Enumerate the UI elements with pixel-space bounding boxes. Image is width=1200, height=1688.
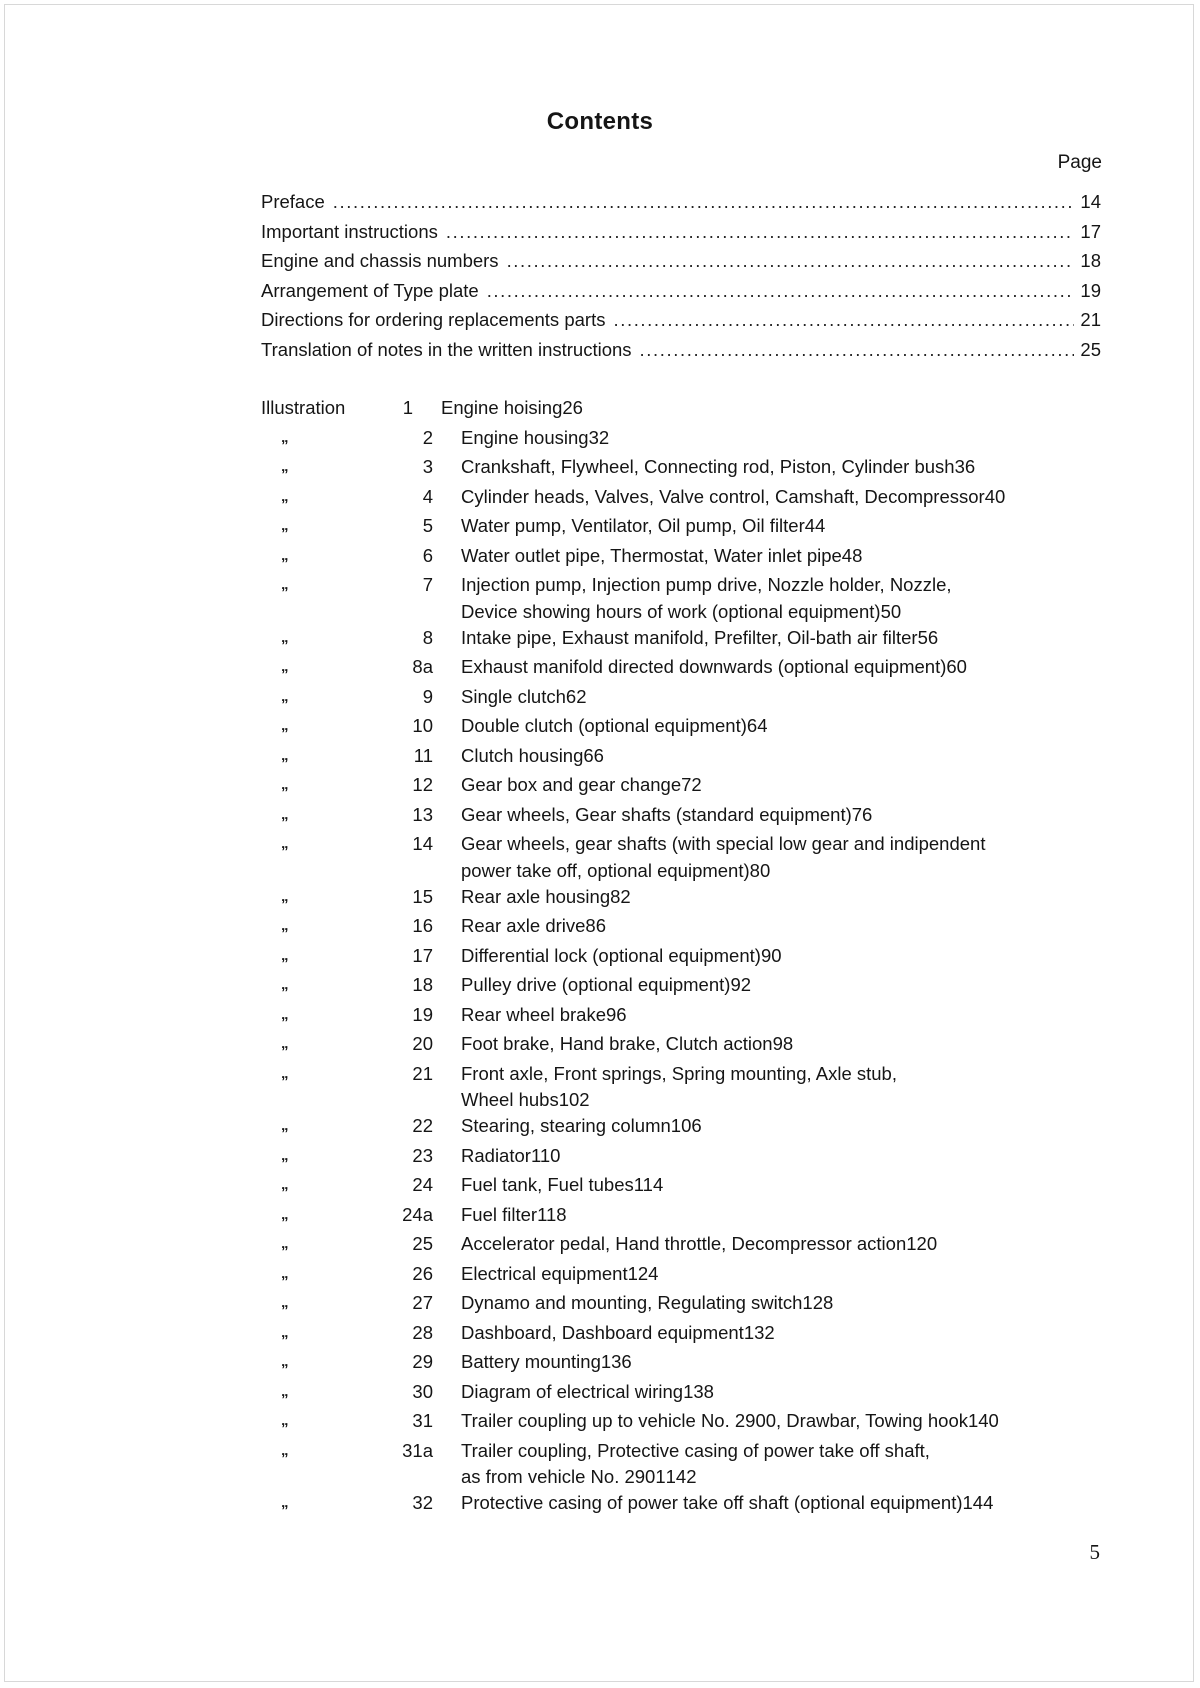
illustration-entry[interactable] xyxy=(261,1000,1101,1030)
illustration-page: 64 xyxy=(746,715,768,736)
illustration-description xyxy=(461,970,1101,1000)
illustration-number: 12 xyxy=(412,774,433,795)
illustration-page: 60 xyxy=(946,656,967,677)
illustration-page: 36 xyxy=(954,456,976,477)
description-line xyxy=(461,711,1101,741)
illustration-description xyxy=(461,511,1101,541)
illustration-description xyxy=(461,570,1101,623)
illustration-number: 24a xyxy=(402,1203,433,1225)
description-text: Double clutch (optional equipment) xyxy=(461,715,747,736)
illustration-entry[interactable] xyxy=(261,1111,1101,1141)
illustration-description xyxy=(461,1488,1101,1518)
illustration-number: 6 xyxy=(422,544,433,566)
illustration-page: 98 xyxy=(772,1033,794,1054)
ditto-mark: „ xyxy=(281,576,289,593)
illustration-entry[interactable] xyxy=(261,452,1101,482)
illustration-number: 28 xyxy=(412,1321,433,1343)
illustration-description xyxy=(461,423,1101,453)
toc-entry[interactable] xyxy=(261,305,1101,335)
description-text: Water outlet pipe, Thermostat, Water inlet pipe xyxy=(461,544,842,566)
illustration-entry[interactable] xyxy=(261,1488,1101,1518)
illustration-number: 30 xyxy=(412,1380,433,1402)
illustration-entry[interactable] xyxy=(261,511,1101,541)
ditto-mark: „ xyxy=(281,805,289,823)
illustration-page: 120 xyxy=(906,1233,938,1254)
description-line xyxy=(461,1377,1101,1407)
ditto-mark: „ xyxy=(281,1264,289,1282)
ditto-mark: „ xyxy=(281,1117,289,1134)
illustration-page: 102 xyxy=(558,1089,590,1110)
leader-dots xyxy=(487,276,1075,306)
illustration-number: 2 xyxy=(422,426,433,448)
description-line xyxy=(461,1436,1101,1466)
toc-entry-page: 18 xyxy=(1080,250,1101,271)
toc-entry-page: 25 xyxy=(1080,338,1101,360)
description-text: Radiator xyxy=(461,1144,531,1166)
page-title: Contents xyxy=(546,108,654,135)
description-line xyxy=(461,1088,1101,1111)
toc-entry-page: 21 xyxy=(1080,309,1101,330)
ditto-mark: „ xyxy=(281,546,289,564)
illustration-page: 76 xyxy=(851,803,873,825)
illustration-description xyxy=(461,1141,1101,1171)
description-line xyxy=(461,741,1101,771)
toc-entry[interactable] xyxy=(261,187,1101,217)
illustration-number: 15 xyxy=(412,885,433,907)
illustration-page: 90 xyxy=(760,944,782,966)
illustration-number: 3 xyxy=(422,456,433,477)
illustration-page: 140 xyxy=(967,1410,999,1431)
illustration-number: 27 xyxy=(412,1292,433,1313)
ditto-mark: „ xyxy=(281,517,289,534)
illustrations-list xyxy=(261,393,1101,1518)
description-line xyxy=(461,541,1101,571)
description-text: Wheel hubs xyxy=(461,1089,559,1110)
illustration-page: 110 xyxy=(530,1144,561,1166)
illustration-number: 20 xyxy=(412,1033,433,1054)
illustration-page: 86 xyxy=(585,915,606,936)
illustration-description xyxy=(461,1436,1101,1489)
illustration-description xyxy=(461,1259,1101,1289)
illustration-number: 7 xyxy=(422,574,433,595)
illustration-number: 29 xyxy=(412,1351,433,1372)
ditto-mark: „ xyxy=(281,1005,289,1023)
leader-dots xyxy=(333,187,1075,217)
description-line xyxy=(461,882,1101,912)
illustration-entry[interactable] xyxy=(261,393,1101,423)
illustration-page: 92 xyxy=(730,974,752,995)
illustration-description xyxy=(461,711,1101,741)
toc-entry-page: 19 xyxy=(1080,279,1101,301)
illustration-number: 5 xyxy=(422,515,433,536)
description-line xyxy=(461,1059,1101,1089)
illustration-entry[interactable] xyxy=(261,623,1101,653)
description-text: Foot brake, Hand brake, Clutch action xyxy=(461,1033,773,1054)
description-line xyxy=(461,511,1101,541)
description-text: Fuel tank, Fuel tubes xyxy=(461,1174,634,1195)
description-line xyxy=(461,600,1101,623)
description-text: Stearing, stearing column xyxy=(461,1115,671,1136)
ditto-mark: „ xyxy=(281,976,289,993)
description-line xyxy=(461,452,1101,482)
illustration-page: 40 xyxy=(984,485,1006,507)
ditto-mark: „ xyxy=(281,887,289,905)
illustration-number: 21 xyxy=(412,1062,433,1084)
illustration-description xyxy=(461,1318,1101,1348)
illustration-page: 136 xyxy=(600,1351,632,1372)
toc-entry-page: 14 xyxy=(1080,191,1101,212)
page-number: 5 xyxy=(1089,1540,1100,1564)
illustration-description xyxy=(461,541,1101,571)
toc-entry-page: 17 xyxy=(1080,220,1101,242)
illustration-number: 13 xyxy=(412,803,433,825)
leader-dots xyxy=(640,335,1075,365)
ditto-mark: „ xyxy=(281,1441,289,1459)
illustration-page: 44 xyxy=(804,515,826,536)
illustration-page: 50 xyxy=(880,600,902,622)
illustration-description xyxy=(461,882,1101,912)
illustration-description xyxy=(461,623,1101,653)
description-text: Injection pump, Injection pump drive, Nozzle holder, Nozzle, xyxy=(461,574,952,595)
ditto-mark: „ xyxy=(281,1176,289,1193)
illustration-description xyxy=(461,1229,1101,1259)
illustration-page: 96 xyxy=(606,1003,627,1025)
toc-entry-title: Directions for ordering replacements parts xyxy=(261,309,606,330)
description-text: Cylinder heads, Valves, Valve control, Camshaft, Decompressor xyxy=(461,485,985,507)
illustration-page: 66 xyxy=(583,744,604,766)
ditto-mark: „ xyxy=(281,1235,289,1252)
illustration-entry[interactable] xyxy=(261,882,1101,912)
illustration-page: 138 xyxy=(683,1380,714,1402)
illustration-number: 10 xyxy=(412,715,433,736)
illustration-number: 22 xyxy=(412,1115,433,1136)
ditto-mark: „ xyxy=(281,1323,289,1341)
illustration-entry[interactable] xyxy=(261,970,1101,1000)
description-text: as from vehicle No. 2901 xyxy=(461,1466,666,1487)
description-line xyxy=(461,1029,1101,1059)
illustration-description xyxy=(461,482,1101,512)
description-text: Rear wheel brake xyxy=(461,1003,606,1025)
page-column-label: Page xyxy=(1057,152,1102,173)
description-line xyxy=(461,1288,1101,1318)
description-text: Front axle, Front springs, Spring mounting, Axle stub, xyxy=(461,1062,897,1084)
description-text: Differential lock (optional equipment) xyxy=(461,944,761,966)
illustration-entry[interactable] xyxy=(261,1318,1101,1348)
illustration-description xyxy=(461,800,1101,830)
toc-entry-title: Arrangement of Type plate xyxy=(261,279,479,301)
ditto-mark: „ xyxy=(281,835,289,852)
toc-entry[interactable] xyxy=(261,335,1101,365)
illustration-number: 11 xyxy=(413,744,433,766)
illustration-entry[interactable] xyxy=(261,741,1101,771)
description-line xyxy=(461,1111,1101,1141)
description-line xyxy=(461,1406,1101,1436)
illustration-entry[interactable] xyxy=(261,1200,1101,1230)
illustration-number: 26 xyxy=(412,1262,433,1284)
illustration-entry[interactable] xyxy=(261,711,1101,741)
description-line xyxy=(461,423,1101,453)
illustration-page: 128 xyxy=(802,1292,834,1313)
description-text: Engine hoising xyxy=(441,397,563,418)
illustration-entry[interactable] xyxy=(261,682,1101,712)
ditto-mark: „ xyxy=(281,487,289,505)
illustration-entry[interactable] xyxy=(261,1229,1101,1259)
illustration-page: 114 xyxy=(633,1174,664,1195)
ditto-mark: „ xyxy=(281,1412,289,1429)
description-line xyxy=(461,623,1101,653)
description-text: Trailer coupling up to vehicle No. 2900, Drawbar, Towing hook xyxy=(461,1410,968,1431)
illustration-page: 142 xyxy=(665,1466,697,1487)
illustration-entry[interactable] xyxy=(261,770,1101,800)
description-text: Gear box and gear change xyxy=(461,774,682,795)
description-text: Diagram of electrical wiring xyxy=(461,1380,684,1402)
description-line xyxy=(461,1488,1101,1518)
leader-dots xyxy=(507,246,1075,276)
ditto-mark: „ xyxy=(281,917,289,934)
ditto-mark: „ xyxy=(281,1494,289,1511)
illustration-entry[interactable] xyxy=(261,1141,1101,1171)
illustration-number: 9 xyxy=(422,685,433,707)
ditto-mark: „ xyxy=(281,1294,289,1311)
description-text: power take off, optional equipment) xyxy=(461,859,750,881)
illustration-description xyxy=(461,1111,1101,1141)
illustration-description xyxy=(461,1059,1101,1112)
description-text: Clutch housing xyxy=(461,744,584,766)
toc-entry-title: Important instructions xyxy=(261,220,438,242)
description-line xyxy=(461,800,1101,830)
description-text: Pulley drive (optional equipment) xyxy=(461,974,731,995)
description-line xyxy=(461,1141,1101,1171)
illustration-page: 132 xyxy=(743,1321,775,1343)
ditto-mark: „ xyxy=(281,717,289,734)
description-line xyxy=(461,829,1101,859)
toc-entry[interactable] xyxy=(261,246,1101,276)
ditto-mark: „ xyxy=(281,1382,289,1400)
illustration-page: 82 xyxy=(610,885,631,907)
illustration-number: 4 xyxy=(422,485,433,507)
illustration-entry[interactable] xyxy=(261,570,1101,623)
ditto-mark: „ xyxy=(281,1146,289,1164)
illustration-number: 19 xyxy=(412,1003,433,1025)
illustration-entry[interactable] xyxy=(261,482,1101,512)
description-text: Electrical equipment xyxy=(461,1262,628,1284)
description-text: Trailer coupling, Protective casing of power take off shaft, xyxy=(461,1439,930,1461)
illustration-label: Illustration xyxy=(261,397,346,418)
toc-entry[interactable] xyxy=(261,217,1101,247)
toc-entry[interactable] xyxy=(261,276,1101,306)
illustration-page: 118 xyxy=(537,1203,567,1225)
illustration-description xyxy=(461,911,1101,941)
description-line xyxy=(461,1347,1101,1377)
illustration-number: 17 xyxy=(412,944,433,966)
illustration-entry[interactable] xyxy=(261,911,1101,941)
description-line xyxy=(461,652,1101,682)
ditto-mark: „ xyxy=(281,1353,289,1370)
description-line xyxy=(461,859,1101,882)
ditto-mark: „ xyxy=(281,1205,289,1223)
description-text: Battery mounting xyxy=(461,1351,601,1372)
ditto-mark: „ xyxy=(281,776,289,793)
description-text: Exhaust manifold directed downwards (optional equipment) xyxy=(461,656,947,677)
illustration-page: 48 xyxy=(841,544,863,566)
ditto-mark: „ xyxy=(281,687,289,705)
illustration-entry[interactable] xyxy=(261,1059,1101,1112)
ditto-mark: „ xyxy=(281,458,289,475)
illustration-entry[interactable] xyxy=(261,652,1101,682)
description-text: Crankshaft, Flywheel, Connecting rod, Piston, Cylinder bush xyxy=(461,456,955,477)
illustration-description xyxy=(461,652,1101,682)
illustration-entry[interactable] xyxy=(261,541,1101,571)
description-text: Rear axle housing xyxy=(461,885,611,907)
illustration-number: 24 xyxy=(412,1174,433,1195)
illustration-entry[interactable] xyxy=(261,1288,1101,1318)
illustration-description xyxy=(461,1377,1101,1407)
description-text: Gear wheels, gear shafts (with special low gear and indipendent xyxy=(461,833,986,854)
illustration-description xyxy=(461,770,1101,800)
illustration-description xyxy=(461,1200,1101,1230)
description-text: Dashboard, Dashboard equipment xyxy=(461,1321,744,1343)
description-text: Intake pipe, Exhaust manifold, Prefilter, Oil-bath air filter xyxy=(461,626,918,648)
illustration-entry[interactable] xyxy=(261,1170,1101,1200)
toc-entry-title: Engine and chassis numbers xyxy=(261,250,499,271)
illustration-entry[interactable] xyxy=(261,1259,1101,1289)
description-line xyxy=(461,1259,1101,1289)
illustration-entry[interactable] xyxy=(261,800,1101,830)
illustration-page: 144 xyxy=(962,1492,994,1513)
description-text: Dynamo and mounting, Regulating switch xyxy=(461,1292,803,1313)
illustration-number: 23 xyxy=(412,1144,433,1166)
illustration-number: 31a xyxy=(402,1439,433,1461)
illustration-number: 18 xyxy=(412,974,433,995)
illustration-description xyxy=(461,1170,1101,1200)
illustration-entry[interactable] xyxy=(261,829,1101,882)
description-line xyxy=(461,1465,1101,1488)
description-text: Engine housing xyxy=(461,426,589,448)
description-line xyxy=(461,1318,1101,1348)
illustration-entry[interactable] xyxy=(261,941,1101,971)
toc-entry-title: Preface xyxy=(261,191,325,212)
description-line xyxy=(461,482,1101,512)
illustration-description xyxy=(461,1288,1101,1318)
illustration-number: 8 xyxy=(422,626,433,648)
ditto-mark: „ xyxy=(281,746,289,764)
illustration-description xyxy=(461,829,1101,882)
illustration-description xyxy=(461,682,1101,712)
illustration-description xyxy=(461,741,1101,771)
illustration-number: 16 xyxy=(412,915,433,936)
illustration-entry[interactable] xyxy=(261,1406,1101,1436)
description-line xyxy=(461,682,1101,712)
description-line xyxy=(461,770,1101,800)
ditto-mark: „ xyxy=(281,628,289,646)
illustration-number: 25 xyxy=(412,1233,433,1254)
description-text: Fuel filter xyxy=(461,1203,538,1225)
toc-entry-title: Translation of notes in the written instructions xyxy=(261,338,632,360)
illustration-number: 8a xyxy=(412,656,433,677)
leader-dots xyxy=(446,217,1075,247)
leader-dots xyxy=(613,305,1074,335)
illustration-page: 32 xyxy=(588,426,610,448)
description-line xyxy=(441,393,1101,423)
illustration-number: 14 xyxy=(412,833,433,854)
illustration-page: 56 xyxy=(917,626,939,648)
description-line xyxy=(461,1170,1101,1200)
ditto-mark: „ xyxy=(281,428,289,446)
illustration-page: 106 xyxy=(670,1115,702,1136)
description-text: Protective casing of power take off shaft (optional equipment) xyxy=(461,1492,963,1513)
description-line xyxy=(461,1200,1101,1230)
illustration-entry[interactable] xyxy=(261,1029,1101,1059)
illustration-description xyxy=(461,1347,1101,1377)
illustration-description xyxy=(461,941,1101,971)
illustration-page: 62 xyxy=(565,685,587,707)
illustration-number: 1 xyxy=(402,397,413,418)
illustration-page: 26 xyxy=(562,397,583,418)
illustration-entry[interactable] xyxy=(261,1436,1101,1489)
illustration-description xyxy=(461,1406,1101,1436)
description-line xyxy=(461,970,1101,1000)
illustration-description xyxy=(461,1000,1101,1030)
illustration-number: 31 xyxy=(412,1410,433,1431)
description-text: Rear axle drive xyxy=(461,915,586,936)
illustration-entry[interactable] xyxy=(261,423,1101,453)
description-line xyxy=(461,1229,1101,1259)
illustration-page: 80 xyxy=(749,859,771,881)
description-line xyxy=(461,911,1101,941)
description-text: Accelerator pedal, Hand throttle, Decompressor action xyxy=(461,1233,907,1254)
front-matter-list xyxy=(261,187,1101,364)
description-text: Gear wheels, Gear shafts (standard equipment) xyxy=(461,803,852,825)
ditto-mark: „ xyxy=(281,658,289,675)
description-line xyxy=(461,941,1101,971)
description-text: Single clutch xyxy=(461,685,566,707)
illustration-entry[interactable] xyxy=(261,1347,1101,1377)
description-text: Water pump, Ventilator, Oil pump, Oil filter xyxy=(461,515,805,536)
illustration-description xyxy=(461,452,1101,482)
illustration-page: 124 xyxy=(627,1262,659,1284)
illustration-description xyxy=(461,1029,1101,1059)
illustration-entry[interactable] xyxy=(261,1377,1101,1407)
description-text: Device showing hours of work (optional equipment) xyxy=(461,600,881,622)
illustration-page: 72 xyxy=(681,774,702,795)
ditto-mark: „ xyxy=(281,1035,289,1052)
illustration-number: 32 xyxy=(412,1492,433,1513)
description-line xyxy=(461,1000,1101,1030)
illustration-description xyxy=(441,393,1101,423)
ditto-mark: „ xyxy=(281,1064,289,1082)
description-line xyxy=(461,570,1101,600)
ditto-mark: „ xyxy=(281,946,289,964)
